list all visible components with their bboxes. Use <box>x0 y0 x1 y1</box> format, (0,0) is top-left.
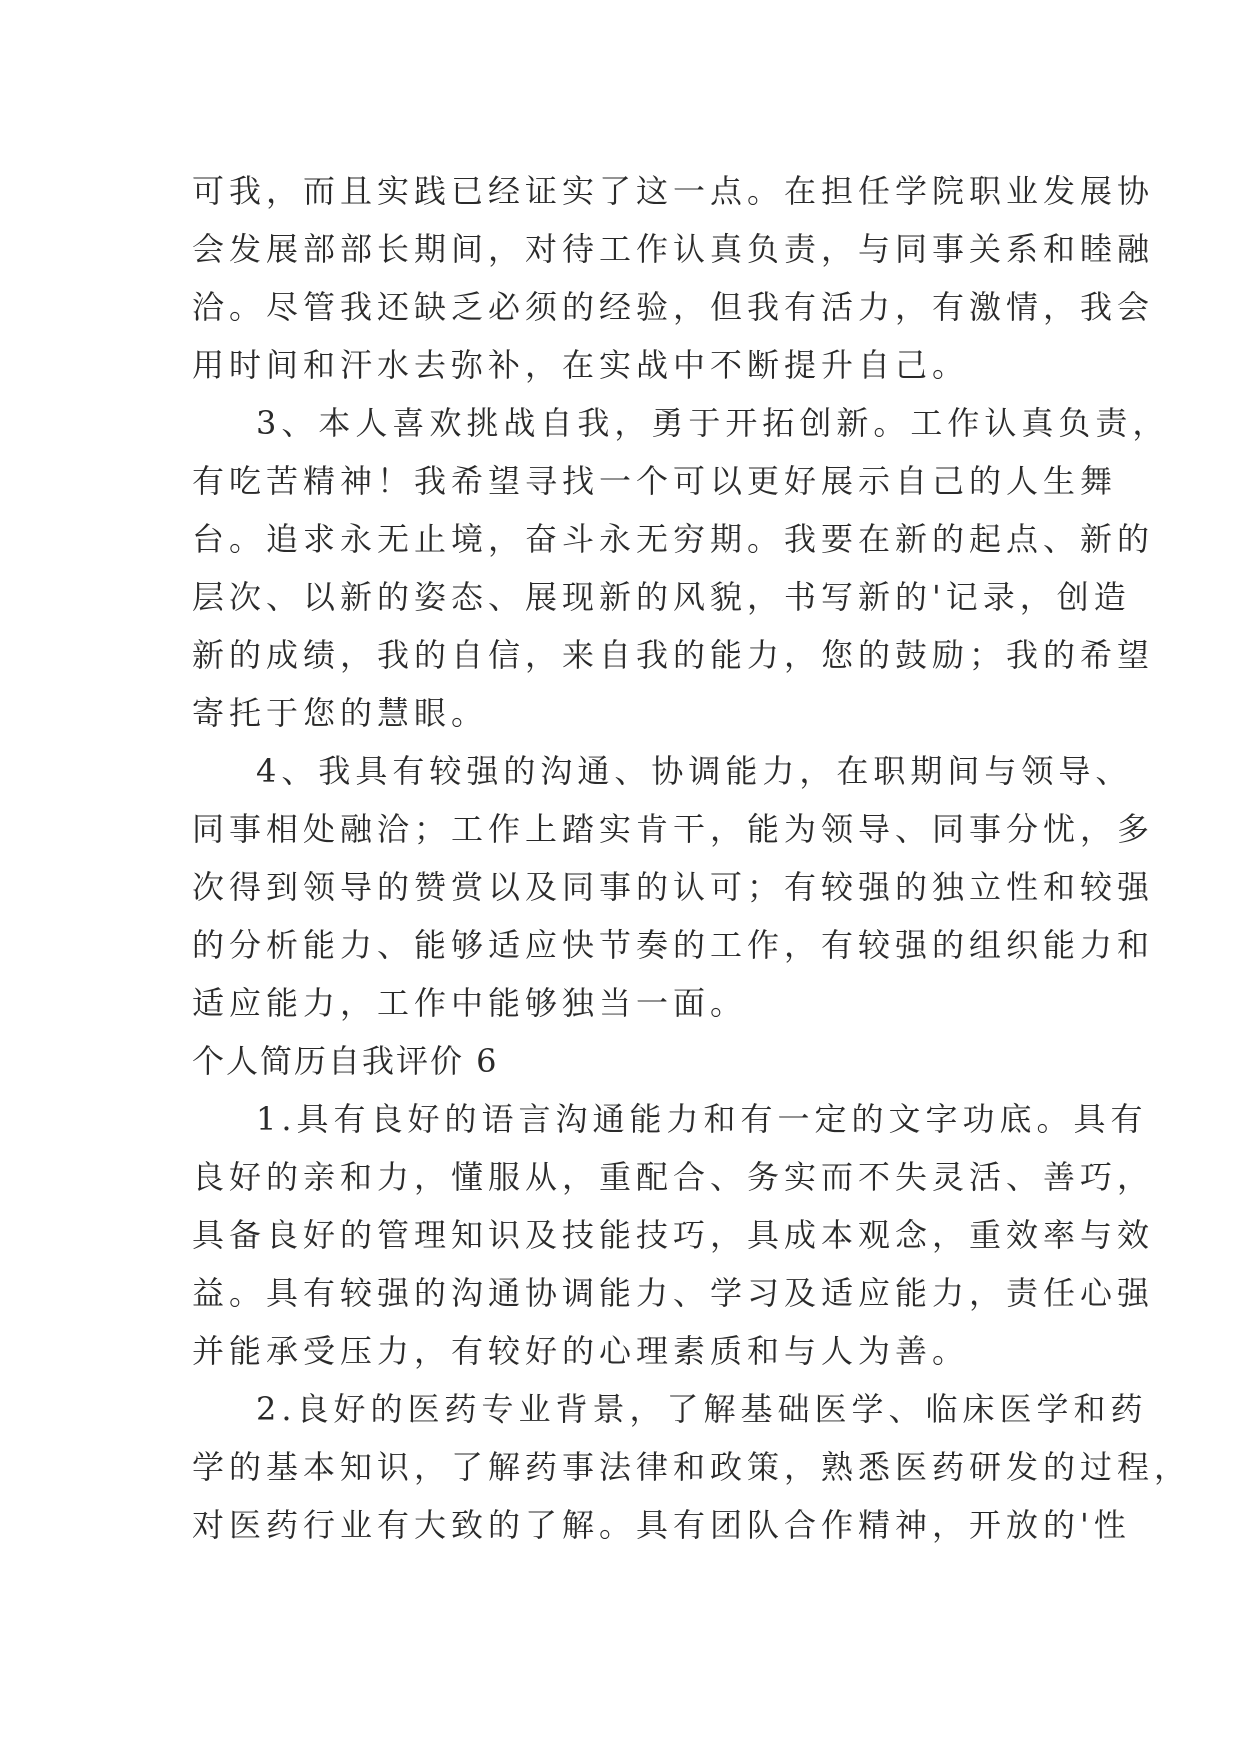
text-line: 并能承受压力，有较好的心理素质和与人为善。 <box>192 1332 970 1370</box>
paragraph-start-line: 2.良好的医药专业背景，了解基础医学、临床医学和药 <box>256 1390 1148 1428</box>
text-line: 台。追求永无止境，奋斗永无穷期。我要在新的起点、新的 <box>192 520 1155 558</box>
text-line: 新的成绩，我的自信，来自我的能力，您的鼓励；我的希望 <box>192 636 1155 674</box>
paragraph-start-line: 1.具有良好的语言沟通能力和有一定的文字功底。具有 <box>256 1100 1148 1138</box>
text-line: 适应能力，工作中能够独当一面。 <box>192 984 748 1022</box>
text-line: 可我，而且实践已经证实了这一点。在担任学院职业发展协 <box>192 172 1155 210</box>
text-line: 益。具有较强的沟通协调能力、学习及适应能力，责任心强 <box>192 1274 1155 1312</box>
text-line: 的分析能力、能够适应快节奏的工作，有较强的组织能力和 <box>192 926 1155 964</box>
text-line: 有吃苦精神！我希望寻找一个可以更好展示自己的人生舞 <box>192 462 1118 500</box>
text-line: 会发展部部长期间，对待工作认真负责，与同事关系和睦融 <box>192 230 1155 268</box>
text-line: 同事相处融洽；工作上踏实肯干，能为领导、同事分忧，多 <box>192 810 1155 848</box>
text-line: 用时间和汗水去弥补，在实战中不断提升自己。 <box>192 346 970 384</box>
paragraph-start-line: 3、本人喜欢挑战自我，勇于开拓创新。工作认真负责， <box>256 404 1170 442</box>
text-line: 层次、以新的姿态、展现新的风貌，书写新的'记录，创造 <box>192 578 1131 616</box>
body-text <box>192 162 1192 1554</box>
text-line: 对医药行业有大致的了解。具有团队合作精神，开放的'性 <box>192 1506 1131 1544</box>
section-heading: 个人简历自我评价 6 <box>192 1042 499 1080</box>
text-line: 具备良好的管理知识及技能技巧，具成本观念，重效率与效 <box>192 1216 1155 1254</box>
text-line: 良好的亲和力，懂服从，重配合、务实而不失灵活、善巧， <box>192 1158 1155 1196</box>
text-line: 学的基本知识，了解药事法律和政策，熟悉医药研发的过程， <box>192 1448 1192 1486</box>
text-line: 次得到领导的赞赏以及同事的认可；有较强的独立性和较强 <box>192 868 1155 906</box>
text-line: 洽。尽管我还缺乏必须的经验，但我有活力，有激情，我会 <box>192 288 1155 326</box>
text-line: 寄托于您的慧眼。 <box>192 694 489 732</box>
paragraph-start-line: 4、我具有较强的沟通、协调能力，在职期间与领导、 <box>256 752 1133 790</box>
